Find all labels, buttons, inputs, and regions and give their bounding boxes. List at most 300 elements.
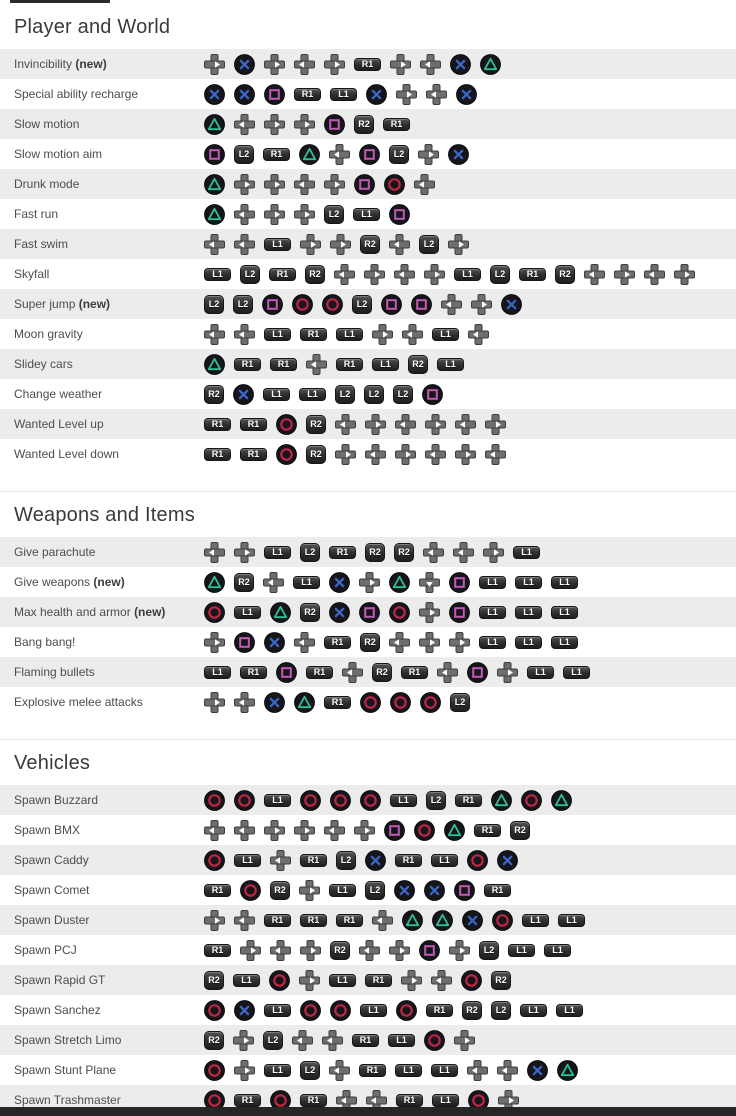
dpad-right-icon xyxy=(354,820,375,841)
r1-button-icon: R1 xyxy=(474,824,501,837)
dpad-right-icon xyxy=(204,910,225,931)
dpad-left-icon xyxy=(395,414,416,435)
r1-button-icon: R1 xyxy=(519,268,546,281)
r1-button-icon: R1 xyxy=(264,914,291,927)
triangle-button-icon xyxy=(294,692,315,713)
dpad-right-icon xyxy=(485,414,506,435)
triangle-button-icon xyxy=(299,144,320,165)
cheat-label: Explosive melee attacks xyxy=(14,695,143,709)
circle-button-icon xyxy=(292,294,313,315)
r1-button-icon: R1 xyxy=(204,418,231,431)
cheat-row xyxy=(0,965,736,995)
l1-button-icon: L1 xyxy=(264,1064,291,1077)
r2-button-icon: R2 xyxy=(270,881,290,900)
button-combo xyxy=(204,1030,475,1051)
button-combo xyxy=(204,1000,583,1021)
triangle-button-icon xyxy=(204,204,225,225)
button-combo xyxy=(204,444,506,465)
circle-button-icon xyxy=(492,910,513,931)
section-header xyxy=(0,492,736,537)
button-combo xyxy=(204,820,530,841)
cheat-row xyxy=(0,995,736,1025)
dpad-right-icon xyxy=(365,414,386,435)
cheat-row xyxy=(0,785,736,815)
l1-button-icon: L1 xyxy=(432,328,459,341)
l2-button-icon: L2 xyxy=(450,693,470,712)
dpad-right-icon xyxy=(294,820,315,841)
dpad-right-icon xyxy=(425,414,446,435)
l1-button-icon: L1 xyxy=(330,88,357,101)
dpad-left-icon xyxy=(270,940,291,961)
dpad-left-icon xyxy=(329,1060,350,1081)
cheat-label: Spawn Stunt Plane xyxy=(14,1063,117,1077)
r1-button-icon: R1 xyxy=(270,358,297,371)
l2-button-icon: L2 xyxy=(300,1061,320,1080)
dpad-right-icon xyxy=(674,264,695,285)
top-partial-bar xyxy=(10,0,110,3)
dpad-left-icon xyxy=(420,54,441,75)
dpad-right-icon xyxy=(364,264,385,285)
l2-button-icon: L2 xyxy=(426,791,446,810)
circle-button-icon xyxy=(360,692,381,713)
square-button-icon xyxy=(359,602,380,623)
circle-button-icon xyxy=(204,1000,225,1021)
cheat-label: Spawn Caddy xyxy=(14,853,89,867)
cross-button-icon xyxy=(204,84,225,105)
r2-button-icon: R2 xyxy=(306,445,326,464)
cheat-label: Bang bang! xyxy=(14,635,76,649)
triangle-button-icon xyxy=(270,602,291,623)
dpad-left-icon xyxy=(322,1030,343,1051)
cross-button-icon xyxy=(234,54,255,75)
l2-button-icon: L2 xyxy=(300,543,320,562)
dpad-right-icon xyxy=(264,174,285,195)
r1-button-icon: R1 xyxy=(300,854,327,867)
dpad-left-icon xyxy=(372,910,393,931)
section-title: Player and World xyxy=(14,16,171,38)
dpad-left-icon xyxy=(425,444,446,465)
l1-button-icon: L1 xyxy=(388,1034,415,1047)
r2-button-icon: R2 xyxy=(372,663,392,682)
circle-button-icon xyxy=(360,790,381,811)
r1-button-icon: R1 xyxy=(204,884,231,897)
dpad-right-icon xyxy=(454,1030,475,1051)
button-combo xyxy=(204,234,469,255)
dpad-right-icon xyxy=(299,880,320,901)
dpad-left-icon xyxy=(426,84,447,105)
l1-button-icon: L1 xyxy=(563,666,590,679)
l2-button-icon: L2 xyxy=(389,145,409,164)
dpad-left-icon xyxy=(468,324,489,345)
circle-button-icon xyxy=(467,850,488,871)
l1-button-icon: L1 xyxy=(431,854,458,867)
l1-button-icon: L1 xyxy=(544,944,571,957)
circle-button-icon xyxy=(390,692,411,713)
l2-button-icon: L2 xyxy=(364,385,384,404)
r2-button-icon: R2 xyxy=(462,1001,482,1020)
circle-button-icon xyxy=(240,880,261,901)
dpad-left-icon xyxy=(204,820,225,841)
dpad-right-icon xyxy=(359,572,380,593)
l2-button-icon: L2 xyxy=(419,235,439,254)
cheat-row xyxy=(0,349,736,379)
l1-button-icon: L1 xyxy=(264,546,291,559)
triangle-button-icon xyxy=(402,910,423,931)
square-button-icon xyxy=(381,294,402,315)
cross-button-icon xyxy=(497,850,518,871)
r2-button-icon: R2 xyxy=(360,235,380,254)
l1-button-icon: L1 xyxy=(520,1004,547,1017)
l1-button-icon: L1 xyxy=(233,974,260,987)
cheat-row xyxy=(0,169,736,199)
dpad-right-icon xyxy=(234,174,255,195)
cross-button-icon xyxy=(448,144,469,165)
square-button-icon xyxy=(384,820,405,841)
r1-button-icon: R1 xyxy=(204,448,231,461)
cheat-label: Give weapons (new) xyxy=(14,575,125,589)
cheat-row xyxy=(0,815,736,845)
circle-button-icon xyxy=(521,790,542,811)
button-combo xyxy=(204,790,572,811)
cheat-row xyxy=(0,537,736,567)
cheat-row xyxy=(0,49,736,79)
dpad-left-icon xyxy=(485,444,506,465)
cheat-label: Max health and armor (new) xyxy=(14,605,166,619)
l1-button-icon: L1 xyxy=(508,944,535,957)
r1-button-icon: R1 xyxy=(306,666,333,679)
dpad-right-icon xyxy=(401,970,422,991)
dpad-right-icon xyxy=(419,632,440,653)
square-button-icon xyxy=(454,880,475,901)
r1-button-icon: R1 xyxy=(300,1094,327,1107)
l1-button-icon: L1 xyxy=(522,914,549,927)
circle-button-icon xyxy=(330,790,351,811)
dpad-left-icon xyxy=(294,174,315,195)
cheat-row xyxy=(0,657,736,687)
square-button-icon xyxy=(411,294,432,315)
cheat-row xyxy=(0,259,736,289)
r1-button-icon: R1 xyxy=(324,696,351,709)
l1-button-icon: L1 xyxy=(360,1004,387,1017)
r2-button-icon: R2 xyxy=(510,821,530,840)
triangle-button-icon xyxy=(491,790,512,811)
dpad-right-icon xyxy=(372,324,393,345)
l1-button-icon: L1 xyxy=(556,1004,583,1017)
circle-button-icon xyxy=(204,790,225,811)
r2-button-icon: R2 xyxy=(204,385,224,404)
cheat-row xyxy=(0,687,736,717)
square-button-icon xyxy=(422,384,443,405)
r2-button-icon: R2 xyxy=(306,415,326,434)
l2-button-icon: L2 xyxy=(233,295,253,314)
r2-button-icon: R2 xyxy=(360,633,380,652)
button-combo xyxy=(204,414,506,435)
cheat-row xyxy=(0,567,736,597)
cross-button-icon xyxy=(366,84,387,105)
button-combo xyxy=(204,970,511,991)
dpad-left-icon xyxy=(365,444,386,465)
r1-button-icon: R1 xyxy=(204,944,231,957)
dpad-right-icon xyxy=(294,204,315,225)
dpad-right-icon xyxy=(240,940,261,961)
cheat-label: Skyfall xyxy=(14,267,50,281)
l2-button-icon: L2 xyxy=(240,265,260,284)
dpad-right-icon xyxy=(390,54,411,75)
dpad-right-icon xyxy=(330,234,351,255)
l1-button-icon: L1 xyxy=(263,388,290,401)
r2-button-icon: R2 xyxy=(555,265,575,284)
dpad-left-icon xyxy=(389,234,410,255)
dpad-left-icon xyxy=(204,324,225,345)
cheat-label: Special ability recharge xyxy=(14,87,139,101)
r1-button-icon: R1 xyxy=(365,974,392,987)
dpad-right-icon xyxy=(204,632,225,653)
dpad-right-icon xyxy=(395,444,416,465)
r2-button-icon: R2 xyxy=(204,971,224,990)
r1-button-icon: R1 xyxy=(354,58,381,71)
dpad-left-icon xyxy=(234,234,255,255)
cheat-label: Spawn Stretch Limo xyxy=(14,1033,122,1047)
r1-button-icon: R1 xyxy=(300,328,327,341)
button-combo xyxy=(204,910,585,931)
l1-button-icon: L1 xyxy=(479,576,506,589)
l2-button-icon: L2 xyxy=(324,205,344,224)
button-combo xyxy=(204,602,578,623)
cross-button-icon xyxy=(456,84,477,105)
square-button-icon xyxy=(234,632,255,653)
button-combo xyxy=(204,632,578,653)
cheat-row xyxy=(0,935,736,965)
r2-button-icon: R2 xyxy=(491,971,511,990)
button-combo xyxy=(204,264,695,285)
l1-button-icon: L1 xyxy=(395,1064,422,1077)
cheat-row xyxy=(0,1055,736,1085)
dpad-right-icon xyxy=(419,602,440,623)
circle-button-icon xyxy=(389,602,410,623)
cross-button-icon xyxy=(329,602,350,623)
dpad-left-icon xyxy=(394,264,415,285)
square-button-icon xyxy=(354,174,375,195)
cheat-label: Spawn Rapid GT xyxy=(14,973,106,987)
square-button-icon xyxy=(276,662,297,683)
section-title: Weapons and Items xyxy=(14,504,195,526)
footer-bar xyxy=(0,1107,736,1116)
dpad-left-icon xyxy=(453,542,474,563)
l1-button-icon: L1 xyxy=(437,358,464,371)
l1-button-icon: L1 xyxy=(551,636,578,649)
cheat-rows xyxy=(0,49,736,469)
l1-button-icon: L1 xyxy=(329,974,356,987)
l1-button-icon: L1 xyxy=(372,358,399,371)
r1-button-icon: R1 xyxy=(329,546,356,559)
dpad-right-icon xyxy=(204,54,225,75)
square-button-icon xyxy=(449,602,470,623)
button-combo xyxy=(204,54,501,75)
dpad-left-icon xyxy=(359,940,380,961)
new-badge: (new) xyxy=(93,575,125,589)
cross-button-icon xyxy=(424,880,445,901)
cheat-label: Fast run xyxy=(14,207,59,221)
cheat-label: Drunk mode xyxy=(14,177,80,191)
button-combo xyxy=(204,324,489,345)
r2-button-icon: R2 xyxy=(305,265,325,284)
r1-button-icon: R1 xyxy=(395,854,422,867)
dpad-left-icon xyxy=(270,850,291,871)
dpad-left-icon xyxy=(467,1060,488,1081)
r1-button-icon: R1 xyxy=(352,1034,379,1047)
cheat-label: Spawn Duster xyxy=(14,913,90,927)
triangle-button-icon xyxy=(204,114,225,135)
l1-button-icon: L1 xyxy=(329,884,356,897)
l1-button-icon: L1 xyxy=(558,914,585,927)
cheat-label: Spawn BMX xyxy=(14,823,81,837)
r1-button-icon: R1 xyxy=(324,636,351,649)
cheat-label: Fast swim xyxy=(14,237,68,251)
square-button-icon xyxy=(324,114,345,135)
cheat-row xyxy=(0,229,736,259)
r1-button-icon: R1 xyxy=(240,666,267,679)
dpad-left-icon xyxy=(441,294,462,315)
dpad-left-icon xyxy=(431,970,452,991)
dpad-left-icon xyxy=(294,54,315,75)
dpad-left-icon xyxy=(234,204,255,225)
button-combo xyxy=(204,850,518,871)
l1-button-icon: L1 xyxy=(479,606,506,619)
dpad-right-icon xyxy=(497,662,518,683)
l1-button-icon: L1 xyxy=(431,1064,458,1077)
cheat-label: Wanted Level down xyxy=(14,447,119,461)
dpad-left-icon xyxy=(234,692,255,713)
cross-button-icon xyxy=(450,54,471,75)
dpad-right-icon xyxy=(396,84,417,105)
button-combo xyxy=(204,84,477,105)
cheat-label: Moon gravity xyxy=(14,327,83,341)
button-combo xyxy=(204,542,540,563)
circle-button-icon xyxy=(414,820,435,841)
cheat-label: Wanted Level up xyxy=(14,417,104,431)
dpad-left-icon xyxy=(306,354,327,375)
l1-button-icon: L1 xyxy=(204,666,231,679)
dpad-left-icon xyxy=(234,324,255,345)
cheat-label: Change weather xyxy=(14,387,103,401)
triangle-button-icon xyxy=(204,354,225,375)
cheat-row xyxy=(0,439,736,469)
dpad-left-icon xyxy=(644,264,665,285)
dpad-left-icon xyxy=(292,1030,313,1051)
r1-button-icon: R1 xyxy=(240,418,267,431)
dpad-left-icon xyxy=(324,820,345,841)
triangle-button-icon xyxy=(432,910,453,931)
l1-button-icon: L1 xyxy=(336,328,363,341)
l1-button-icon: L1 xyxy=(353,208,380,221)
dpad-left-icon xyxy=(342,662,363,683)
cross-button-icon xyxy=(234,84,255,105)
r2-button-icon: R2 xyxy=(234,573,254,592)
cheat-row xyxy=(0,199,736,229)
cheat-row xyxy=(0,139,736,169)
cheat-section xyxy=(0,0,736,469)
circle-button-icon xyxy=(300,790,321,811)
l1-button-icon: L1 xyxy=(299,388,326,401)
square-button-icon xyxy=(467,662,488,683)
cheat-label: Slow motion aim xyxy=(14,147,103,161)
dpad-right-icon xyxy=(300,234,321,255)
dpad-left-icon xyxy=(414,174,435,195)
dpad-left-icon xyxy=(234,910,255,931)
cheat-label: Spawn PCJ xyxy=(14,943,77,957)
l1-button-icon: L1 xyxy=(264,794,291,807)
cheat-row xyxy=(0,379,736,409)
circle-button-icon xyxy=(204,602,225,623)
cheat-row xyxy=(0,289,736,319)
cheat-label: Slow motion xyxy=(14,117,80,131)
dpad-left-icon xyxy=(234,114,255,135)
button-combo xyxy=(204,174,435,195)
dpad-right-icon xyxy=(449,940,470,961)
r1-button-icon: R1 xyxy=(426,1004,453,1017)
r2-button-icon: R2 xyxy=(204,1031,224,1050)
cheat-row xyxy=(0,597,736,627)
l1-button-icon: L1 xyxy=(234,606,261,619)
cheat-row xyxy=(0,409,736,439)
r1-button-icon: R1 xyxy=(359,1064,386,1077)
dpad-right-icon xyxy=(324,54,345,75)
dpad-right-icon xyxy=(294,114,315,135)
square-button-icon xyxy=(264,84,285,105)
button-combo xyxy=(204,384,443,405)
cheat-row xyxy=(0,109,736,139)
cheat-label: Give parachute xyxy=(14,545,96,559)
triangle-button-icon xyxy=(557,1060,578,1081)
cheat-section xyxy=(0,491,736,717)
square-button-icon xyxy=(204,144,225,165)
button-combo xyxy=(204,1060,578,1081)
r1-button-icon: R1 xyxy=(336,914,363,927)
button-combo xyxy=(204,880,511,901)
circle-button-icon xyxy=(234,790,255,811)
l2-button-icon: L2 xyxy=(491,1001,511,1020)
button-combo xyxy=(204,144,469,165)
r1-button-icon: R1 xyxy=(234,1094,261,1107)
l1-button-icon: L1 xyxy=(513,546,540,559)
dpad-right-icon xyxy=(471,294,492,315)
dpad-right-icon xyxy=(264,54,285,75)
cheat-label: Spawn Trashmaster xyxy=(14,1093,121,1107)
cross-button-icon xyxy=(527,1060,548,1081)
r1-button-icon: R1 xyxy=(240,448,267,461)
l1-button-icon: L1 xyxy=(515,576,542,589)
dpad-down-icon xyxy=(419,572,440,593)
dpad-left-icon xyxy=(234,820,255,841)
dpad-left-icon xyxy=(334,264,355,285)
l1-button-icon: L1 xyxy=(390,794,417,807)
dpad-left-icon xyxy=(329,144,350,165)
cross-button-icon xyxy=(501,294,522,315)
button-combo xyxy=(204,204,410,225)
triangle-button-icon xyxy=(204,174,225,195)
cheat-label: Spawn Sanchez xyxy=(14,1003,101,1017)
dpad-left-icon xyxy=(437,662,458,683)
circle-button-icon xyxy=(322,294,343,315)
dpad-left-icon xyxy=(584,264,605,285)
dpad-left-icon xyxy=(204,234,225,255)
circle-button-icon xyxy=(204,850,225,871)
cheat-row xyxy=(0,627,736,657)
triangle-button-icon xyxy=(444,820,465,841)
dpad-right-icon xyxy=(299,970,320,991)
l1-button-icon: L1 xyxy=(264,238,291,251)
l2-button-icon: L2 xyxy=(490,265,510,284)
